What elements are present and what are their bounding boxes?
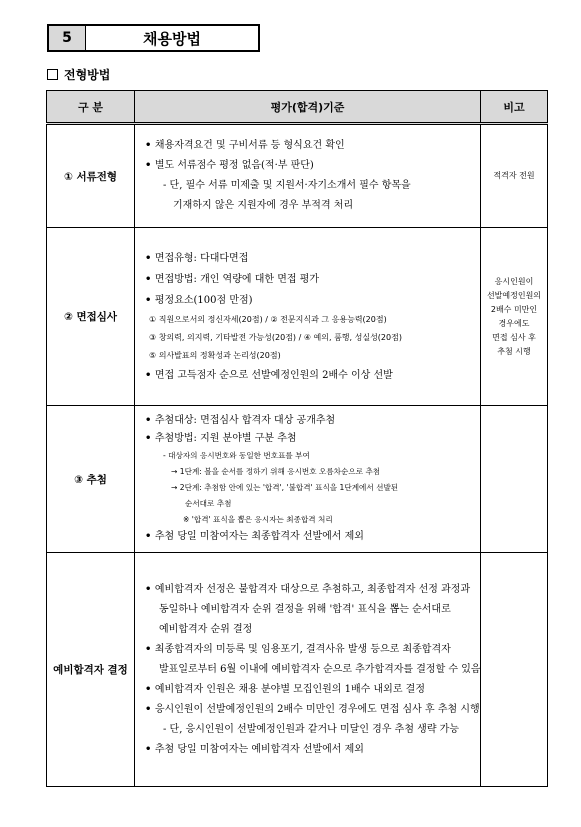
row-note <box>481 406 548 553</box>
section-header <box>47 24 260 52</box>
list-item: → 2단계: 추첨함 안에 있는 '합격', '불합격' 표식을 1단계에서 선발된 <box>171 483 399 492</box>
list-item: • 예비합격자 인원은 채용 분야별 모집인원의 1배수 내외로 결정 <box>145 680 476 700</box>
list-item: - 대상자의 응시번호와 동일한 번호표를 부여 <box>163 451 310 460</box>
list-item: - 단, 필수 서류 미제출 및 지원서·자기소개서 필수 항목을 <box>163 180 411 191</box>
list-item: 발표일로부터 6월 이내에 예비합격자 순으로 추가합격자를 결정할 수 있음 <box>159 663 481 675</box>
row-note <box>481 553 548 787</box>
table-header-row <box>47 91 548 124</box>
list-item: 기재하지 않은 지원자에 경우 부적격 처리 <box>173 200 354 211</box>
list-item: ① 직원으로서의 정신자세(20점) / ② 전문지식과 그 응용능력(20점) <box>149 314 387 324</box>
list-item: ※ '합격' 표식을 뽑은 응시자는 최종합격 처리 <box>183 515 333 524</box>
list-item: • 면접 고득점자 순으로 선발예정인원의 2배수 이상 선발 <box>145 365 476 386</box>
header-note: 비고 <box>481 91 548 124</box>
list-item: • 별도 서류점수 평정 없음(적·부 판단) <box>145 156 476 176</box>
screening-table <box>46 90 548 787</box>
note-line: 선발예정인원의 <box>486 290 542 300</box>
list-item: 예비합격자 순위 결정 <box>159 623 253 635</box>
list-item: • 응시인원이 선발예정인원의 2배수 미만인 경우에도 면접 심사 후 추첨 시행 <box>145 700 476 720</box>
row-note: 적격자 전원 <box>481 124 548 228</box>
subheading <box>47 66 110 83</box>
list-item: • 면접유형: 다대다면접 <box>145 248 476 269</box>
row-category: ① 서류전형 <box>47 124 135 228</box>
row-criteria <box>135 553 481 787</box>
list-item: • 평정요소(100점 만점) <box>145 290 476 311</box>
checkbox-icon <box>47 69 58 80</box>
list-item: • 추첨방법: 지원 분야별 구분 추첨 <box>145 430 476 448</box>
section-number: 5 <box>49 26 86 50</box>
row-criteria <box>135 406 481 553</box>
list-item: • 추첨 당일 미참여자는 예비합격자 선발에서 제외 <box>145 740 476 760</box>
note-line: 경우에도 <box>498 318 530 328</box>
list-item: • 면접방법: 개인 역량에 대한 면접 평가 <box>145 269 476 290</box>
note-line: 응시인원이 <box>494 276 534 286</box>
list-item: ⑤ 의사발표의 정확성과 논리성(20점) <box>149 350 281 360</box>
row-note <box>481 228 548 406</box>
list-item: • 예비합격자 선정은 불합격자 대상으로 추첨하고, 최종합격자 선정 과정과 <box>145 580 476 600</box>
list-item: • 추첨 당일 미참여자는 최종합격자 선발에서 제외 <box>145 528 476 546</box>
row-category: ② 면접심사 <box>47 228 135 406</box>
table-row <box>47 553 548 787</box>
note-line: 추첨 시행 <box>497 346 531 356</box>
list-item: • 최종합격자의 미등록 및 임용포기, 결격사유 발생 등으로 최종합격자 <box>145 640 476 660</box>
list-item: ③ 창의력, 의지력, 기타발전 가능성(20점) / ④ 예의, 품행, 성실성(20점) <box>149 332 402 342</box>
list-item: 순서대로 추첨 <box>185 499 232 508</box>
row-criteria <box>135 228 481 406</box>
header-criteria: 평가(합격)기준 <box>135 91 481 124</box>
table-row <box>47 406 548 553</box>
table-row <box>47 124 548 228</box>
row-category: 예비합격자 결정 <box>47 553 135 787</box>
list-item: → 1단계: 볼을 순서를 정하기 위해 응시번호 오름차순으로 추첨 <box>171 467 381 476</box>
row-criteria <box>135 124 481 228</box>
row-category: ③ 추첨 <box>47 406 135 553</box>
list-item: 동일하나 예비합격자 순위 결정을 위해 '합격' 표식을 뽑는 순서대로 <box>159 603 451 615</box>
list-item: • 추첨대상: 면접심사 합격자 대상 공개추첨 <box>145 412 476 430</box>
subheading-text: 전형방법 <box>64 68 111 82</box>
note-line: 2배수 미만인 <box>490 304 538 314</box>
list-item: - 단, 응시인원이 선발예정인원과 같거나 미달인 경우 추첨 생략 가능 <box>163 723 459 735</box>
table-row <box>47 228 548 406</box>
section-title: 채용방법 <box>143 29 201 48</box>
note-line: 면접 심사 후 <box>492 332 536 342</box>
header-category: 구 분 <box>47 91 135 124</box>
list-item: • 채용자격요건 및 구비서류 등 형식요건 확인 <box>145 136 476 156</box>
